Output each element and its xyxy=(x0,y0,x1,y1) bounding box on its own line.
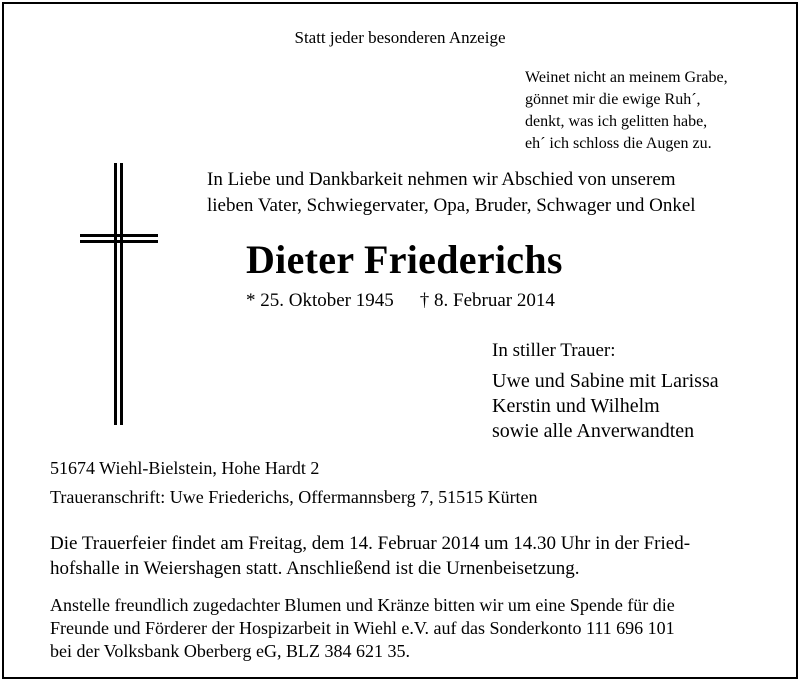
mourner-line: Kerstin und Wilhelm xyxy=(492,395,660,417)
donation-info xyxy=(50,594,675,663)
funeral-line: Die Trauerfeier findet am Freitag, dem 14. Februar 2014 um 14.30 Uhr in der Fried- xyxy=(50,533,691,554)
mourning-address: Traueranschrift: Uwe Friederichs, Offermannsberg 7, 51515 Kürten xyxy=(50,487,538,507)
funeral-line: hofshalle in Weiershagen statt. Anschließend ist die Urnenbeisetzung. xyxy=(50,558,580,579)
mourner-line: Uwe und Sabine mit Larissa xyxy=(492,370,719,392)
donation-line: bei der Volksbank Oberberg eG, BLZ 384 621 35. xyxy=(50,641,410,661)
poem-line: denkt, was ich gelitten habe, xyxy=(525,113,708,130)
birth-date: * 25. Oktober 1945 xyxy=(246,290,394,311)
poem xyxy=(525,67,728,155)
intro-line: lieben Vater, Schwiegervater, Opa, Bruder, Schwager und Onkel xyxy=(207,195,696,216)
donation-line: Anstelle freundlich zugedachter Blumen und Kränze bitten wir um eine Spende für die xyxy=(50,595,675,615)
mourner-line: sowie alle Anverwandten xyxy=(492,420,695,442)
mourners-list xyxy=(492,369,719,444)
donation-line: Freunde und Förderer der Hospizarbeit in Wiehl e.V. auf das Sonderkonto 111 696 101 xyxy=(50,618,675,638)
life-dates xyxy=(246,290,555,312)
cross-icon xyxy=(80,163,160,425)
intro-line: In Liebe und Dankbarkeit nehmen wir Abschied von unserem xyxy=(207,169,676,190)
home-address: 51674 Wiehl-Bielstein, Hohe Hardt 2 xyxy=(50,458,320,478)
notice-header: Statt jeder besonderen Anzeige xyxy=(294,28,506,47)
funeral-info xyxy=(50,531,690,581)
deceased-name: Dieter Friederichs xyxy=(246,237,563,282)
poem-line: eh´ ich schloss die Augen zu. xyxy=(525,135,712,152)
intro-text xyxy=(207,167,696,219)
mourners-label: In stiller Trauer: xyxy=(492,340,616,361)
poem-line: gönnet mir die ewige Ruh´, xyxy=(525,91,701,108)
poem-line: Weinet nicht an meinem Grabe, xyxy=(525,69,728,86)
death-date: † 8. Februar 2014 xyxy=(419,290,555,311)
